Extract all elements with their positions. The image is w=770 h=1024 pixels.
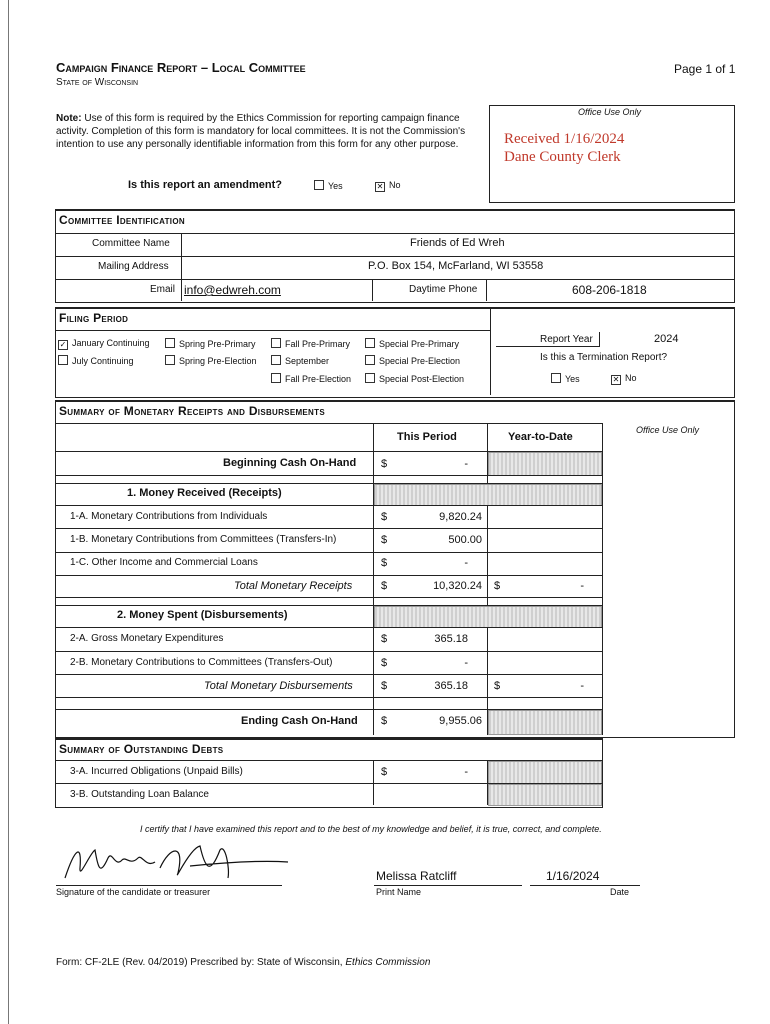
total-receipts-ytd[interactable]: - xyxy=(580,580,584,592)
ending-ytd-shade xyxy=(488,710,602,735)
committee-name-label: Committee Name xyxy=(92,238,170,249)
print-name-label: Print Name xyxy=(376,887,422,897)
filing-title: Filing Period xyxy=(59,311,129,325)
beginning-label: Beginning Cash On-Hand xyxy=(223,457,357,469)
report-year-label: Report Year xyxy=(540,334,593,345)
d3a-ytd-shade xyxy=(488,761,602,784)
s2b-label: 2-B. Monetary Contributions to Committees (Transfers-Out) xyxy=(70,657,333,668)
filing-fall-pre-primary[interactable]: Fall Pre-Primary xyxy=(271,338,350,349)
checkbox-icon[interactable] xyxy=(365,355,375,365)
total-receipts-dollar: $ xyxy=(381,580,388,592)
checkbox-icon[interactable] xyxy=(58,355,68,365)
signature-line xyxy=(56,885,282,886)
email-value[interactable]: info@edwreh.com xyxy=(184,283,281,297)
termination-question: Is this a Termination Report? xyxy=(540,352,668,363)
phone-value[interactable]: 608-206-1818 xyxy=(572,283,647,297)
d3a-label: 3-A. Incurred Obligations (Unpaid Bills) xyxy=(70,766,243,777)
checkbox-icon[interactable] xyxy=(365,338,375,348)
d3b-ytd-shade xyxy=(488,784,602,806)
total-disb-ytd-dollar: $ xyxy=(494,680,501,692)
form-subtitle: State of Wisconsin xyxy=(56,77,139,88)
s2b-dollar: $ xyxy=(381,657,388,669)
print-name[interactable]: Melissa Ratcliff xyxy=(376,869,457,883)
beginning-ytd-shade xyxy=(488,452,602,476)
filing-spring-pre-primary[interactable]: Spring Pre-Primary xyxy=(165,338,256,349)
filing-special-post-election[interactable]: Special Post-Election xyxy=(365,373,464,384)
ending-value[interactable]: 9,955.06 xyxy=(439,715,482,727)
received-header: 1. Money Received (Receipts) xyxy=(127,487,282,499)
report-year[interactable]: 2024 xyxy=(654,333,679,345)
committee-name[interactable]: Friends of Ed Wreh xyxy=(410,237,505,249)
total-disb-label: Total Monetary Disbursements xyxy=(204,680,353,692)
col-ytd: Year-to-Date xyxy=(508,431,573,443)
certify-text: I certify that I have examined this report and to the best of my knowledge and belief, it is true, correct, and complete. xyxy=(140,824,602,834)
checked-box-icon[interactable]: ✓ xyxy=(59,340,67,349)
ending-label: Ending Cash On-Hand xyxy=(241,715,358,727)
summary-title: Summary of Monetary Receipts and Disbursements xyxy=(59,404,325,418)
checkbox-icon[interactable] xyxy=(551,373,561,383)
checkbox-icon[interactable] xyxy=(271,338,281,348)
spent-header: 2. Money Spent (Disbursements) xyxy=(117,609,288,621)
ending-dollar: $ xyxy=(381,715,388,727)
page-number: Page 1 of 1 xyxy=(674,62,736,76)
filing-special-pre-primary[interactable]: Special Pre-Primary xyxy=(365,338,459,349)
filing-special-pre-election[interactable]: Special Pre-Election xyxy=(365,355,460,366)
amendment-yes[interactable]: Yes xyxy=(314,180,343,191)
email-label: Email xyxy=(150,284,176,295)
date-label: Date xyxy=(610,887,630,897)
checkbox-icon[interactable] xyxy=(271,373,281,383)
checkbox-icon[interactable] xyxy=(165,355,175,365)
sign-date[interactable]: 1/16/2024 xyxy=(546,869,600,883)
checked-box-icon[interactable]: ✕ xyxy=(376,182,384,191)
summary-office-use: Office Use Only xyxy=(636,425,700,435)
d3a-dollar: $ xyxy=(381,766,388,778)
r1b-value[interactable]: 500.00 xyxy=(448,534,482,546)
s2a-label: 2-A. Gross Monetary Expenditures xyxy=(70,633,224,644)
phone-label: Daytime Phone xyxy=(409,284,478,295)
s2a-dollar: $ xyxy=(381,633,388,645)
r1c-dollar: $ xyxy=(381,557,388,569)
total-disb-value[interactable]: 365.18 xyxy=(434,680,468,692)
note-text: Use of this form is required by the Ethics Commission for reporting campaign finance activity. Completion of this form is mandatory for local committees. It is not the Commission's intention to use any personally identifiable information from this form for any other purpose. xyxy=(56,113,466,150)
footer-agency: Ethics Commission xyxy=(345,957,431,968)
termination-yes[interactable]: Yes xyxy=(551,373,580,384)
filing-fall-pre-election[interactable]: Fall Pre-Election xyxy=(271,373,351,384)
stamp-line-received: Received 1/16/2024 xyxy=(504,131,625,147)
filing-spring-pre-election[interactable]: Spring Pre-Election xyxy=(165,355,257,366)
filing-july-continuing[interactable]: July Continuing xyxy=(58,355,134,366)
r1a-dollar: $ xyxy=(381,511,388,523)
footer xyxy=(56,957,430,968)
committee-title: Committee Identification xyxy=(59,213,185,227)
r1b-label: 1-B. Monetary Contributions from Committees (Transfers-In) xyxy=(70,534,337,545)
d3b-label: 3-B. Outstanding Loan Balance xyxy=(70,789,209,800)
total-disb-dollar: $ xyxy=(381,680,388,692)
filing-january-continuing[interactable]: ✓ January Continuing xyxy=(59,338,150,349)
beginning-dollar: $ xyxy=(381,458,388,470)
r1a-label: 1-A. Monetary Contributions from Individuals xyxy=(70,511,268,522)
r1b-dollar: $ xyxy=(381,534,388,546)
footer-form: Form: CF-2LE (Rev. 04/2019) Prescribed by: State of Wisconsin, xyxy=(56,957,343,968)
amendment-no[interactable]: ✕ No xyxy=(376,180,401,191)
amendment-question: Is this report an amendment? xyxy=(128,179,283,191)
mailing-address-label: Mailing Address xyxy=(98,261,169,272)
filing-september[interactable]: September xyxy=(271,355,329,366)
stamp-line-clerk: Dane County Clerk xyxy=(504,149,621,165)
page-edge xyxy=(8,0,9,1024)
s2a-value[interactable]: 365.18 xyxy=(434,633,468,645)
checkbox-icon[interactable] xyxy=(314,180,324,190)
received-shade xyxy=(374,484,602,506)
r1c-value[interactable]: - xyxy=(464,557,468,569)
total-receipts-ytd-dollar: $ xyxy=(494,580,501,592)
total-disb-ytd[interactable]: - xyxy=(580,680,584,692)
debts-title: Summary of Outstanding Debts xyxy=(59,742,224,756)
checkbox-icon[interactable] xyxy=(165,338,175,348)
note xyxy=(56,112,486,151)
total-receipts-value[interactable]: 10,320.24 xyxy=(433,580,482,592)
form-title: Campaign Finance Report – Local Committee xyxy=(56,60,306,75)
r1a-value[interactable]: 9,820.24 xyxy=(439,511,482,523)
note-label: Note: xyxy=(56,113,82,124)
signature-label: Signature of the candidate or treasurer xyxy=(56,887,211,897)
termination-no[interactable]: ✕ No xyxy=(612,373,637,384)
r1c-label: 1-C. Other Income and Commercial Loans xyxy=(70,557,258,568)
mailing-address[interactable]: P.O. Box 154, McFarland, WI 53558 xyxy=(368,260,544,272)
checkbox-icon[interactable] xyxy=(271,355,281,365)
checkbox-icon[interactable] xyxy=(365,373,375,383)
received-stamp xyxy=(504,130,624,166)
total-receipts-label: Total Monetary Receipts xyxy=(234,580,353,592)
beginning-value[interactable]: - xyxy=(464,458,468,470)
s2b-value[interactable]: - xyxy=(464,657,468,669)
office-use-label: Office Use Only xyxy=(578,107,642,117)
spent-shade xyxy=(374,606,602,628)
d3a-value[interactable]: - xyxy=(464,766,468,778)
checked-box-icon[interactable]: ✕ xyxy=(612,375,620,384)
signature-drawing xyxy=(60,838,290,888)
col-this-period: This Period xyxy=(397,431,457,443)
